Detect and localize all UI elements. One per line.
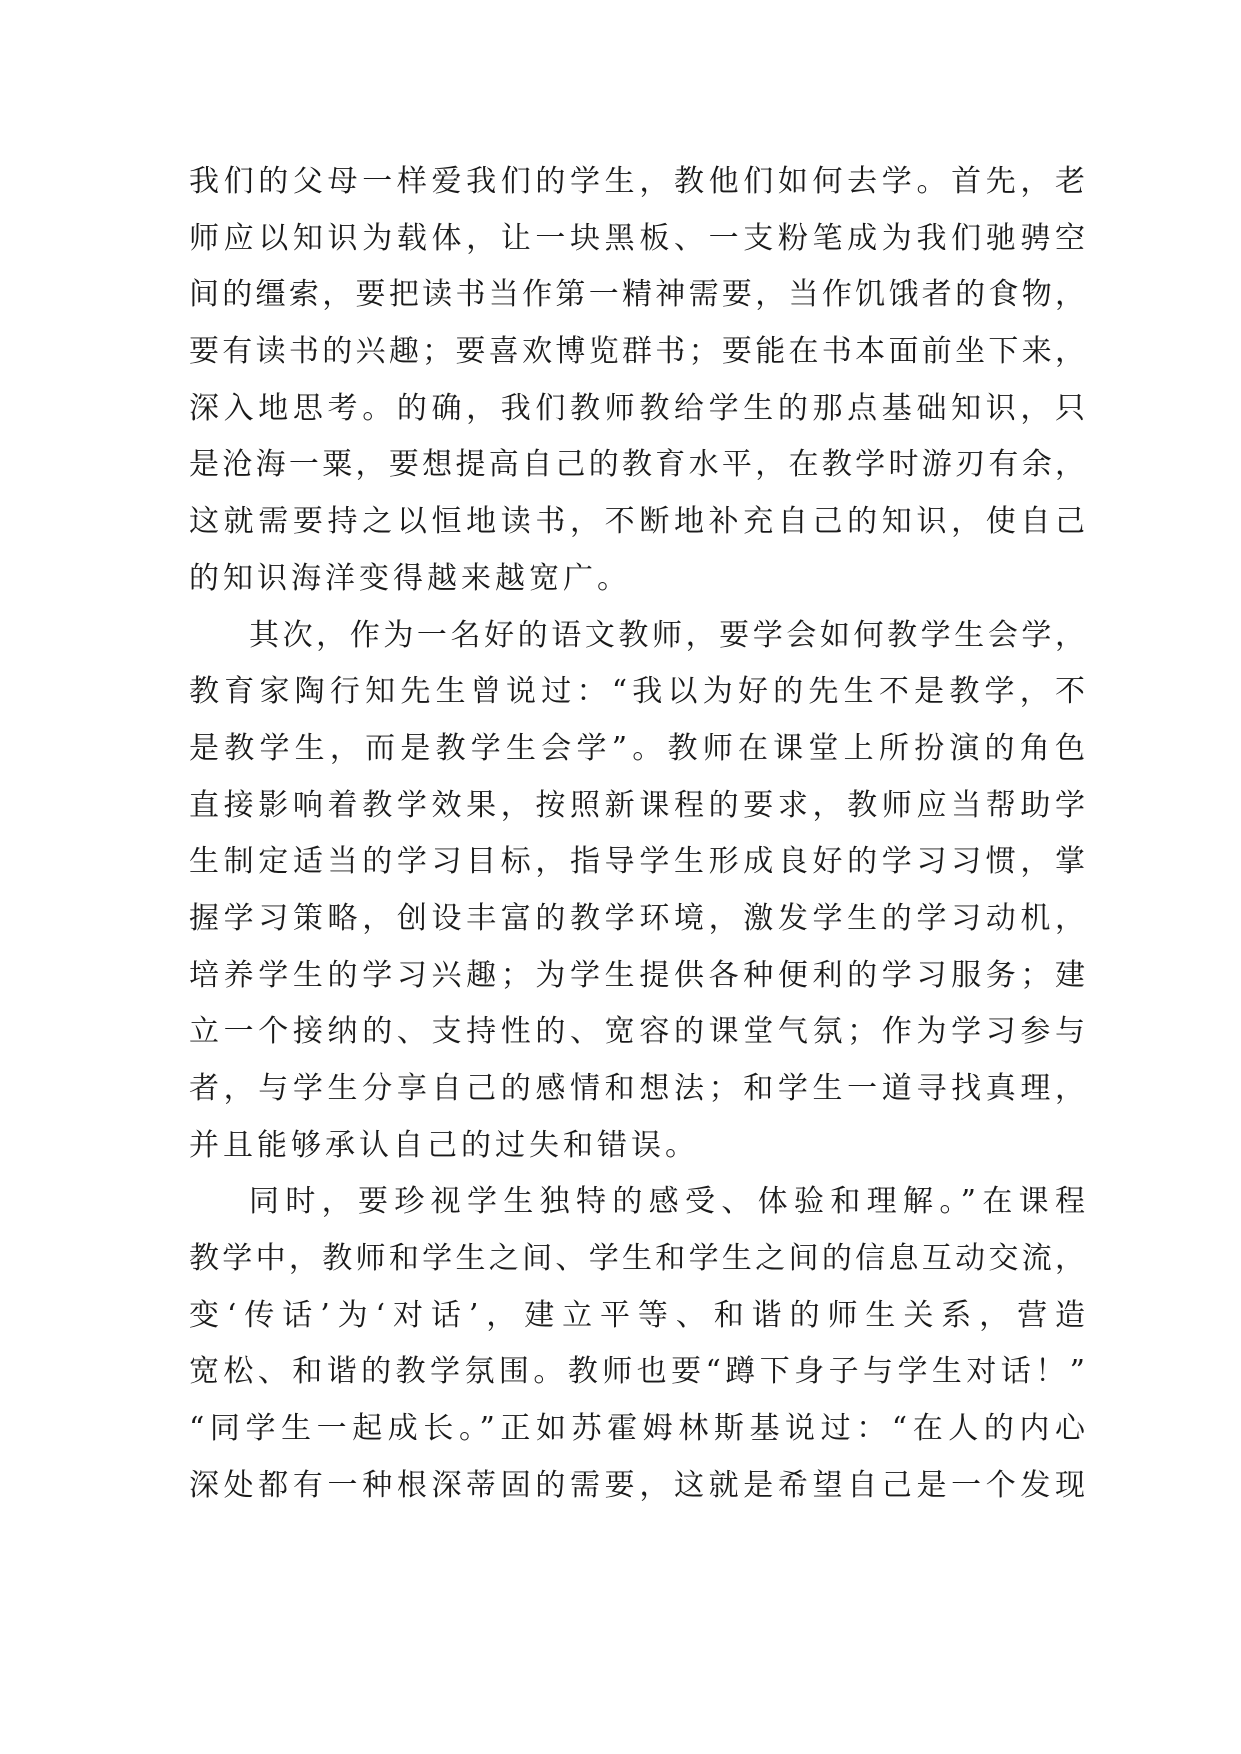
text-line: 深入地思考。的确，我们教师教给学生的那点基础知识，只 [189,390,1085,426]
text-line: 深处都有一种根深蒂固的需要，这就是希望自己是一个发现 [189,1467,1085,1503]
text-line: 是教学生，而是教学生会学”。教师在课堂上所扮演的角色 [189,730,1085,766]
text-line: 其次，作为一名好的语文教师，要学会如何教学生会学， [249,617,1085,653]
text-line: 要有读书的兴趣；要喜欢博览群书；要能在书本面前坐下来， [189,334,1085,370]
text-line: 培养学生的学习兴趣；为学生提供各种便利的学习服务；建 [189,957,1085,993]
text-line: 生制定适当的学习目标，指导学生形成良好的学习习惯，掌 [189,844,1085,880]
text-line: 教学中，教师和学生之间、学生和学生之间的信息互动交流， [189,1241,1085,1277]
text-line: 的知识海洋变得越来越宽广。 [189,560,631,596]
text-line: 师应以知识为载体，让一块黑板、一支粉笔成为我们驰骋空 [189,220,1085,256]
text-line: 教育家陶行知先生曾说过：“我以为好的先生不是教学，不 [189,674,1085,710]
text-line: “同学生一起成长。”正如苏霍姆林斯基说过：“在人的内心 [189,1411,1085,1447]
text-line: 并且能够承认自己的过失和错误。 [189,1127,699,1163]
text-line: 直接影响着教学效果，按照新课程的要求，教师应当帮助学 [189,787,1085,823]
text-line: 同时，要珍视学生独特的感受、体验和理解。”在课程 [249,1184,1085,1220]
text-line: 者，与学生分享自己的感情和想法；和学生一道寻找真理， [189,1071,1085,1106]
text-line: 这就需要持之以恒地读书，不断地补充自己的知识，使自己 [189,504,1085,540]
text-line: 是沧海一粟，要想提高自己的教育水平，在教学时游刃有余， [189,447,1085,483]
text-line: 我们的父母一样爱我们的学生，教他们如何去学。首先，老 [189,164,1085,199]
body-text [189,154,1085,1515]
text-line: 立一个接纳的、支持性的、宽容的课堂气氛；作为学习参与 [189,1014,1085,1050]
text-line: 间的缰索，要把读书当作第一精神需要，当作饥饿者的食物， [189,277,1085,313]
text-line: 宽松、和谐的教学氛围。教师也要“蹲下身子与学生对话！” [189,1354,1085,1390]
text-line: 握学习策略，创设丰富的教学环境，激发学生的学习动机， [189,900,1085,936]
text-line: 变‘传话’为‘对话’，建立平等、和谐的师生关系，营造 [189,1297,1085,1333]
